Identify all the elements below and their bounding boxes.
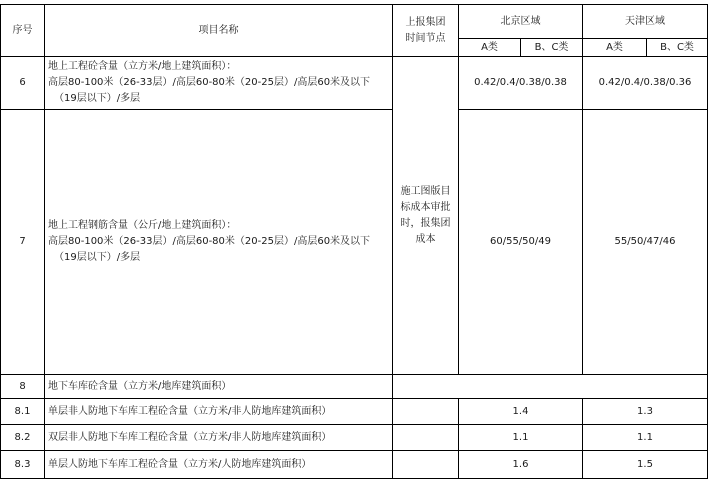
report-node-line-3: 时，报集团	[400, 217, 451, 229]
row-8-1-seq: 8.1	[14, 405, 31, 417]
row-8-1-tianjin-value: 1.3	[637, 405, 653, 417]
row-8-3-beijing-value: 1.6	[512, 458, 529, 470]
report-node-line-4: 成本	[415, 233, 436, 245]
grid-line	[0, 478, 708, 479]
row-7-line-3: （19层以下）/多层	[54, 252, 141, 263]
row-7-beijing-value: 60/55/50/49	[489, 236, 551, 247]
row-8-3-item-name: 单层人防地下车库工程砼含量（立方米/人防地库建筑面积）	[48, 458, 312, 470]
row-6-line-2: 高层80-100米（26-33层）/高层60-80米（20-25层）/高层60米及以下	[48, 77, 371, 88]
row-8-2-seq: 8.2	[14, 431, 31, 443]
row-8-2-item-name: 双层非人防地下车库工程砼含量（立方米/非人防地库建筑面积）	[48, 431, 332, 443]
header-tianjin-class-a: A类	[606, 41, 623, 53]
row-6-beijing-value: 0.42/0.4/0.38/0.38	[474, 77, 567, 88]
row-6-tianjin-value: 0.42/0.4/0.38/0.36	[598, 77, 692, 88]
row-7-line-1: 地上工程钢筋含量（公斤/地上建筑面积）：	[48, 220, 237, 231]
row-7-line-2: 高层80-100米（26-33层）/高层60-80米（20-25层）/高层60米及以下	[48, 236, 371, 247]
report-node-cell	[393, 57, 458, 374]
report-node-line-2: 标成本审批	[400, 201, 451, 213]
header-report-node-line2: 时间节点	[405, 32, 446, 44]
header-item-name: 项目名称	[198, 24, 239, 36]
header-beijing-class-bc: B、C类	[534, 41, 569, 53]
row-6-line-3: （19层以下）/多层	[54, 93, 141, 104]
header-report-node	[393, 5, 458, 56]
row-8-1-item-name: 单层非人防地下车库工程砼含量（立方米/非人防地库建筑面积）	[48, 405, 332, 417]
row-7-item-name	[45, 110, 392, 374]
row-8-3-seq: 8.3	[14, 458, 31, 470]
header-tianjin-region: 天津区域	[625, 15, 665, 27]
row-8-1-beijing-value: 1.4	[512, 405, 529, 417]
header-tianjin-class-bc: B、C类	[660, 41, 694, 53]
row-6-seq: 6	[19, 77, 26, 88]
row-6-line-1: 地上工程砼含量（立方米/地上建筑面积）：	[48, 61, 237, 72]
row-7-tianjin-value: 55/50/47/46	[614, 236, 676, 247]
row-8-item-name: 地下车库砼含量（立方米/地库建筑面积）	[48, 380, 232, 392]
report-node-line-1: 施工图版目	[400, 185, 451, 197]
row-8-2-tianjin-value: 1.1	[637, 431, 653, 443]
header-beijing-region: 北京区域	[500, 15, 541, 27]
row-7-seq: 7	[19, 236, 26, 247]
row-6-item-name	[45, 57, 392, 109]
row-8-seq: 8	[19, 380, 26, 392]
row-8-2-beijing-value: 1.1	[512, 431, 529, 443]
header-seq: 序号	[12, 24, 33, 36]
header-beijing-class-a: A类	[481, 41, 498, 53]
header-report-node-line1: 上报集团	[405, 16, 446, 28]
row-8-3-tianjin-value: 1.5	[637, 458, 653, 470]
